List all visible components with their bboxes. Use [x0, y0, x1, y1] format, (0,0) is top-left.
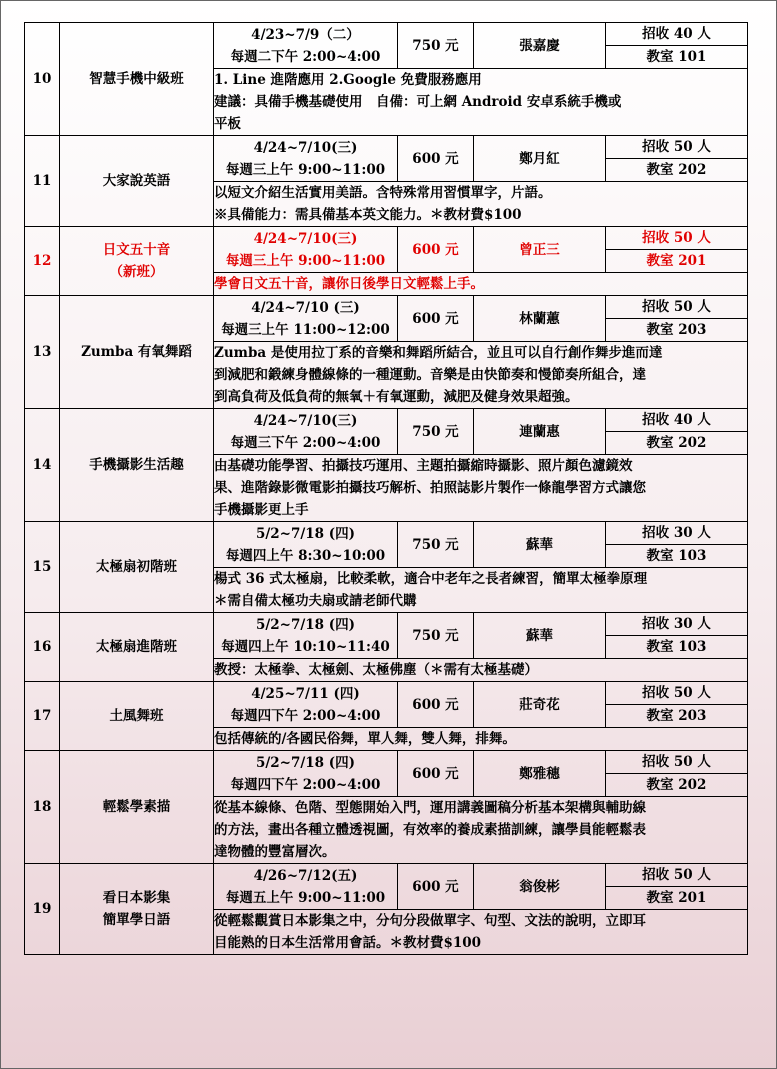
- course-date: 5/2~7/18 (四): [255, 754, 356, 771]
- course-schedule: [214, 296, 398, 342]
- course-date: 4/24~7/10(三): [253, 412, 358, 429]
- course-schedule: [214, 227, 398, 273]
- course-date: 4/24~7/10(三): [253, 230, 358, 247]
- course-room: 教室 203: [606, 319, 748, 342]
- course-time: 每週四下午 2:00~4:00: [230, 707, 381, 724]
- course-fee: 600 元: [398, 864, 474, 910]
- course-row: [25, 864, 748, 887]
- course-row: [25, 296, 748, 319]
- description-line: 以短文介紹生活實用美語。含特殊常用習慣單字，片語。: [214, 185, 552, 201]
- description-line: 1. Line 進階應用 2.Google 免費服務應用: [214, 72, 482, 88]
- description-line: 建議：具備手機基礎使用 自備：可上網 Android 安卓系統手機或: [214, 94, 622, 110]
- course-name: [60, 136, 214, 227]
- description-line: 果、進階錄影微電影拍攝技巧解析、拍照誌影片製作一條龍學習方式讓您: [214, 480, 646, 496]
- course-name: [60, 864, 214, 955]
- description-line: 教授：太極拳、太極劍、太極佛塵（＊需有太極基礎）: [214, 662, 538, 678]
- course-description: [214, 728, 748, 751]
- description-line: 由基礎功能學習、拍攝技巧運用、主題拍攝縮時攝影、照片顏色濾鏡效: [214, 458, 633, 474]
- course-name-line: 智慧手機中級班: [89, 71, 184, 87]
- course-room: 教室 103: [606, 545, 748, 568]
- course-teacher: 鄭月紅: [474, 136, 606, 182]
- course-name: [60, 682, 214, 751]
- course-number: 19: [25, 864, 60, 955]
- course-date: 4/25~7/11 (四): [251, 685, 360, 702]
- course-room: 教室 201: [606, 887, 748, 910]
- course-name-line: 土風舞班: [109, 708, 164, 724]
- description-line: 包括傳統的/各國民俗舞，單人舞，雙人舞，排舞。: [214, 731, 516, 747]
- course-time: 每週三上午 9:00~11:00: [225, 161, 386, 178]
- course-teacher: 蘇華: [474, 613, 606, 659]
- course-row: [25, 23, 748, 46]
- course-description: [214, 273, 748, 296]
- course-name-line: 大家說英語: [102, 173, 171, 189]
- course-quota: 招收 50 人: [606, 296, 748, 319]
- description-line: 平板: [214, 116, 241, 132]
- course-time: 每週三上午 11:00~12:00: [221, 321, 390, 338]
- course-description: [214, 910, 748, 955]
- course-name-line: Zumba 有氧舞蹈: [81, 344, 192, 360]
- course-time: 每週四上午 8:30~10:00: [225, 547, 386, 564]
- course-room: 教室 202: [606, 774, 748, 797]
- course-time: 每週四上午 10:10~11:40: [221, 638, 390, 655]
- course-room: 教室 201: [606, 250, 748, 273]
- course-description: [214, 342, 748, 409]
- course-room: 教室 103: [606, 636, 748, 659]
- course-description: [214, 659, 748, 682]
- course-row: [25, 227, 748, 250]
- course-date: 4/26~7/12(五): [253, 867, 358, 884]
- course-teacher: 曾正三: [474, 227, 606, 273]
- course-quota: 招收 40 人: [606, 23, 748, 46]
- course-number: 13: [25, 296, 60, 409]
- course-date: 4/23~7/9（二）: [251, 26, 360, 43]
- course-schedule: [214, 613, 398, 659]
- description-line: ＊需自備太極功夫扇或請老師代購: [214, 593, 417, 609]
- course-name-line: 太極扇進階班: [96, 639, 177, 655]
- course-row: [25, 682, 748, 705]
- course-fee: 600 元: [398, 227, 474, 273]
- course-number: 15: [25, 522, 60, 613]
- course-name: [60, 613, 214, 682]
- course-schedule: [214, 751, 398, 797]
- description-line: 楊式 36 式太極扇，比較柔軟，適合中老年之長者練習，簡單太極拳原理: [214, 571, 648, 587]
- course-fee: 600 元: [398, 136, 474, 182]
- course-date: 5/2~7/18 (四): [255, 616, 356, 633]
- course-name: [60, 409, 214, 522]
- course-name: [60, 522, 214, 613]
- course-date: 5/2~7/18 (四): [255, 525, 356, 542]
- description-line: 手機攝影更上手: [214, 502, 309, 518]
- course-description: [214, 69, 748, 136]
- course-quota: 招收 50 人: [606, 751, 748, 774]
- description-line: 學會日文五十音，讓你日後學日文輕鬆上手。: [214, 276, 484, 292]
- course-name-line: 輕鬆學素描: [102, 799, 171, 815]
- description-line: 到減肥和鍛練身體線條的一種運動。音樂是由快節奏和慢節奏所組合，達: [214, 367, 646, 383]
- course-time: 每週三上午 9:00~11:00: [225, 252, 386, 269]
- course-teacher: 翁俊彬: [474, 864, 606, 910]
- course-schedule: [214, 682, 398, 728]
- course-date: 4/24~7/10 (三): [251, 299, 360, 316]
- course-quota: 招收 30 人: [606, 522, 748, 545]
- course-teacher: 張嘉慶: [474, 23, 606, 69]
- course-fee: 750 元: [398, 522, 474, 568]
- course-description: [214, 182, 748, 227]
- course-name: [60, 296, 214, 409]
- course-teacher: 鄭雅穗: [474, 751, 606, 797]
- course-schedule: [214, 522, 398, 568]
- course-time: 每週二下午 2:00~4:00: [230, 48, 381, 65]
- course-schedule: [214, 136, 398, 182]
- course-teacher: 莊奇花: [474, 682, 606, 728]
- course-description: [214, 797, 748, 864]
- course-row: [25, 409, 748, 432]
- course-name-line: 看日本影集: [102, 890, 171, 906]
- course-time: 每週五上午 9:00~11:00: [225, 889, 386, 906]
- course-fee: 600 元: [398, 682, 474, 728]
- course-name: [60, 23, 214, 136]
- course-number: 12: [25, 227, 60, 296]
- course-row: [25, 751, 748, 774]
- course-number: 10: [25, 23, 60, 136]
- course-row: [25, 613, 748, 636]
- course-table: [24, 22, 748, 955]
- course-fee: 750 元: [398, 409, 474, 455]
- course-schedule: [214, 864, 398, 910]
- course-name-line: 太極扇初階班: [96, 559, 177, 575]
- course-fee: 600 元: [398, 751, 474, 797]
- course-room: 教室 202: [606, 159, 748, 182]
- course-name-line: 手機攝影生活趣: [89, 457, 184, 473]
- course-quota: 招收 50 人: [606, 682, 748, 705]
- course-teacher: 林蘭蕙: [474, 296, 606, 342]
- course-name: [60, 227, 214, 296]
- course-room: 教室 203: [606, 705, 748, 728]
- course-number: 11: [25, 136, 60, 227]
- course-number: 16: [25, 613, 60, 682]
- course-schedule: [214, 409, 398, 455]
- description-line: 達物體的豐富層次。: [214, 844, 336, 860]
- description-line: ※具備能力：需具備基本英文能力。＊教材費$100: [214, 207, 522, 223]
- course-quota: 招收 50 人: [606, 136, 748, 159]
- course-name-line: （新班）: [109, 264, 164, 280]
- course-teacher: 連蘭惠: [474, 409, 606, 455]
- course-row: [25, 522, 748, 545]
- course-description: [214, 568, 748, 613]
- course-name: [60, 751, 214, 864]
- description-line: 目能熟的日本生活常用會話。＊教材費$100: [214, 935, 482, 951]
- course-room: 教室 101: [606, 46, 748, 69]
- course-room: 教室 202: [606, 432, 748, 455]
- description-line: 從基本線條、色階、型態開始入門，運用講義圖稿分析基本架構與輔助線: [214, 800, 646, 816]
- course-row: [25, 136, 748, 159]
- course-number: 18: [25, 751, 60, 864]
- description-line: 從輕鬆觀賞日本影集之中，分句分段做單字、句型、文法的說明，立即耳: [214, 913, 646, 929]
- course-fee: 750 元: [398, 613, 474, 659]
- course-time: 每週四下午 2:00~4:00: [230, 776, 381, 793]
- course-quota: 招收 40 人: [606, 409, 748, 432]
- course-teacher: 蘇華: [474, 522, 606, 568]
- description-line: 到高負荷及低負荷的無氧＋有氧運動，減肥及健身效果超強。: [214, 389, 579, 405]
- course-number: 14: [25, 409, 60, 522]
- course-quota: 招收 30 人: [606, 613, 748, 636]
- description-line: 的方法，畫出各種立體透視圖，有效率的養成素描訓練，讓學員能輕鬆表: [214, 822, 646, 838]
- course-quota: 招收 50 人: [606, 864, 748, 887]
- course-date: 4/24~7/10(三): [253, 139, 358, 156]
- course-fee: 600 元: [398, 296, 474, 342]
- course-time: 每週三下午 2:00~4:00: [230, 434, 381, 451]
- course-number: 17: [25, 682, 60, 751]
- course-schedule: [214, 23, 398, 69]
- course-fee: 750 元: [398, 23, 474, 69]
- course-quota: 招收 50 人: [606, 227, 748, 250]
- description-line: Zumba 是使用拉丁系的音樂和舞蹈所結合，並且可以自行創作舞步進而達: [214, 345, 663, 361]
- course-description: [214, 455, 748, 522]
- course-name-line: 簡單學日語: [102, 912, 171, 928]
- course-name-line: 日文五十音: [102, 242, 171, 258]
